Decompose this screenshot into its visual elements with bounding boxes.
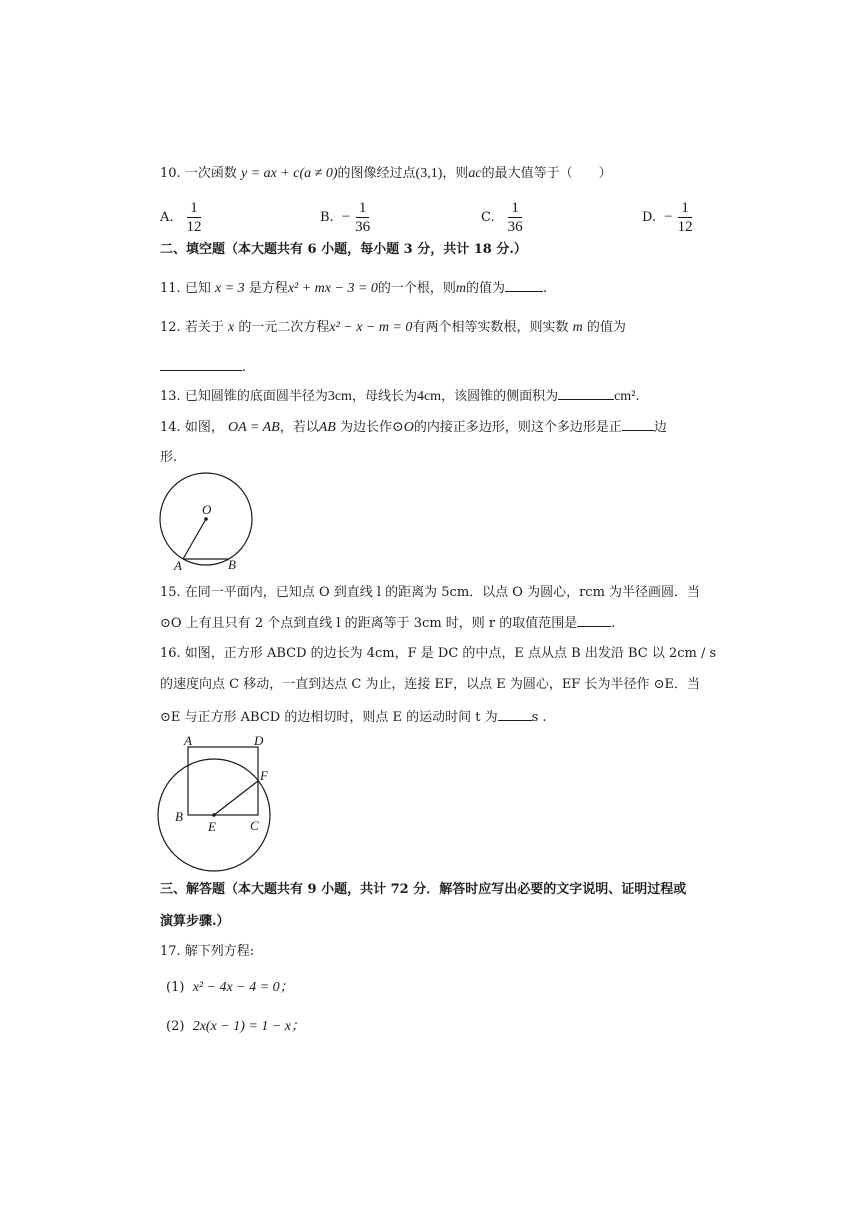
- q14-text-continued: 形.: [160, 450, 178, 465]
- fraction-denominator: 12: [186, 219, 202, 235]
- point-e: [212, 813, 216, 817]
- segment-oa: [183, 519, 206, 559]
- q14-expr: ⊙O: [391, 420, 414, 435]
- part-number: (1): [166, 980, 185, 995]
- label-e: E: [208, 819, 216, 834]
- q12-number: 12.: [160, 320, 181, 335]
- q11-var: m: [455, 281, 467, 296]
- q16-square-figure: [150, 730, 280, 876]
- q12-text: 的值为: [586, 320, 626, 335]
- part-equation: x² − 4x − 4 = 0；: [192, 980, 294, 995]
- fraction-numerator: 1: [187, 199, 201, 218]
- q17-part-1: [166, 978, 294, 998]
- label-a: A: [174, 558, 182, 573]
- q10-option-c[interactable]: [481, 199, 526, 236]
- q11-answer-blank[interactable]: [505, 277, 543, 292]
- label-f: F: [260, 768, 268, 783]
- q10-text: 的图像经过点: [337, 166, 416, 181]
- q10-option-d[interactable]: [642, 199, 696, 236]
- section-3-heading: 三、解答题（本大题共有 9 小题，共计 72 分．解答时应写出必要的文字说明、证明过程或: [160, 882, 687, 897]
- part-equation: 2x(x − 1) = 1 − x；: [192, 1019, 305, 1034]
- q10-stem: [160, 164, 612, 184]
- q13-stem: [160, 385, 640, 407]
- q14-text: 为边长作: [339, 420, 392, 435]
- q12-answer-blank[interactable]: [160, 356, 242, 371]
- q14-expr: AB: [318, 420, 336, 435]
- q11-text: 是方程: [248, 281, 288, 296]
- section-2-heading: 二、填空题（本大题共有 6 小题，每小题 3 分，共计 18 分.）: [160, 242, 527, 257]
- q13-value: 3cm: [327, 389, 352, 404]
- q14-number: 14.: [160, 420, 181, 435]
- option-fraction: [505, 199, 526, 236]
- fraction-numerator: 1: [356, 199, 370, 218]
- label-o: O: [202, 502, 212, 517]
- q11-text: 的一个根，则: [377, 281, 456, 296]
- fraction-numerator: 1: [508, 199, 522, 218]
- part-number: (2): [166, 1019, 185, 1034]
- q14-text: 如图，: [184, 420, 224, 435]
- option-label: D.: [642, 210, 657, 225]
- q10-option-a[interactable]: [160, 199, 205, 236]
- q15-line-2: [160, 612, 615, 634]
- q13-number: 13.: [160, 389, 181, 404]
- fraction-denominator: 36: [355, 219, 371, 235]
- label-d: D: [254, 733, 264, 748]
- q10-number: 10.: [160, 166, 181, 181]
- q10-text: 的最大值等于（ ）: [481, 166, 612, 181]
- section-3-heading-continued: 演算步骤.）: [160, 914, 230, 929]
- q10-option-b[interactable]: [320, 199, 373, 236]
- option-label: A.: [160, 210, 174, 225]
- q13-text: .: [635, 389, 640, 404]
- q11-text: 已知: [184, 281, 211, 296]
- q12-answer-line: [160, 356, 246, 378]
- q16-text: s .: [531, 710, 547, 725]
- option-fraction: [352, 199, 373, 236]
- label-c: C: [250, 818, 259, 833]
- q16-text: ⊙E 与正方形 ABCD 的边相切时，则点 E 的运动时间 t 为: [160, 710, 498, 725]
- q15-answer-blank[interactable]: [577, 612, 611, 627]
- q17-title: 17. 解下列方程:: [160, 944, 255, 959]
- q16-line-2: 的速度向点 C 移动，一直到达点 C 为止，连接 EF，以点 E 为圆心，EF 长为半径作 ⊙E．当: [160, 677, 700, 692]
- option-label: B.: [320, 210, 334, 225]
- label-b: B: [228, 557, 236, 572]
- option-fraction: [184, 199, 205, 236]
- q10-function-expr: y = ax + c(a ≠ 0): [240, 166, 338, 181]
- q12-text: .: [242, 360, 247, 375]
- q15-text: .: [611, 616, 616, 631]
- q14-expr: OA = AB: [227, 420, 280, 435]
- q13-unit: cm²: [614, 389, 636, 404]
- q10-point: (3,1): [415, 166, 443, 181]
- q11-text: 的值为: [466, 281, 506, 296]
- q14-text: 的内接正多边形，则这个多边形是正: [413, 420, 622, 435]
- option-sign: −: [341, 209, 351, 225]
- square-abcd: [188, 747, 258, 815]
- q12-var: m: [572, 320, 583, 335]
- q15-line-1: 15. 在同一平面内，已知点 O 到直线 l 的距离为 5cm．以点 O 为圆心，rcm 为半径画圆．当: [160, 585, 701, 600]
- segment-ef: [214, 781, 258, 815]
- q11-expr: x = 3: [214, 281, 245, 296]
- fraction-denominator: 12: [677, 219, 693, 235]
- center-point: [204, 517, 208, 521]
- q14-text: 边: [653, 420, 667, 435]
- q12-stem: [160, 318, 626, 338]
- q12-equation: x² − x − m = 0: [329, 320, 413, 335]
- label-a: A: [184, 733, 192, 748]
- q14-text: ，若以: [279, 420, 319, 435]
- option-fraction: [675, 199, 696, 236]
- q12-text: 若关于: [184, 320, 224, 335]
- q11-stem: [160, 277, 547, 299]
- q16-line-3: [160, 706, 547, 728]
- q16-answer-blank[interactable]: [498, 706, 532, 721]
- option-sign: −: [664, 209, 673, 225]
- option-label: C.: [481, 210, 495, 225]
- q11-text: .: [543, 281, 548, 296]
- q17-part-2: [166, 1017, 305, 1037]
- q13-value: 4cm: [416, 389, 442, 404]
- label-b: B: [175, 809, 183, 824]
- q15-text: ⊙O 上有且只有 2 个点到直线 l 的距离等于 3cm 时，则 r 的取值范围是: [160, 616, 578, 631]
- q13-answer-blank[interactable]: [558, 385, 614, 400]
- q10-text: 一次函数: [184, 166, 237, 181]
- fraction-denominator: 36: [507, 219, 523, 235]
- q12-text: 的一元二次方程: [238, 320, 330, 335]
- fraction-numerator: 1: [678, 199, 692, 218]
- q16-line-1: 16. 如图，正方形 ABCD 的边长为 4cm，F 是 DC 的中点，E 点从点 B 出发沿 BC 以 2cm / s: [160, 646, 717, 661]
- q12-var: x: [227, 320, 235, 335]
- q14-answer-blank[interactable]: [622, 416, 654, 431]
- q13-text: ，母线长为: [351, 389, 417, 404]
- q13-text: 已知圆锥的底面圆半径为: [184, 389, 328, 404]
- q14-circle-figure: [150, 466, 260, 574]
- q11-number: 11.: [160, 281, 181, 296]
- q12-text: 有两个相等实数根，则实数: [412, 320, 569, 335]
- q10-ac: ac: [468, 166, 482, 181]
- q11-equation: x² + mx − 3 = 0: [287, 281, 378, 296]
- q13-text: ，该圆锥的侧面积为: [441, 389, 559, 404]
- q14-stem: [160, 416, 667, 438]
- q10-text: ，则: [442, 166, 469, 181]
